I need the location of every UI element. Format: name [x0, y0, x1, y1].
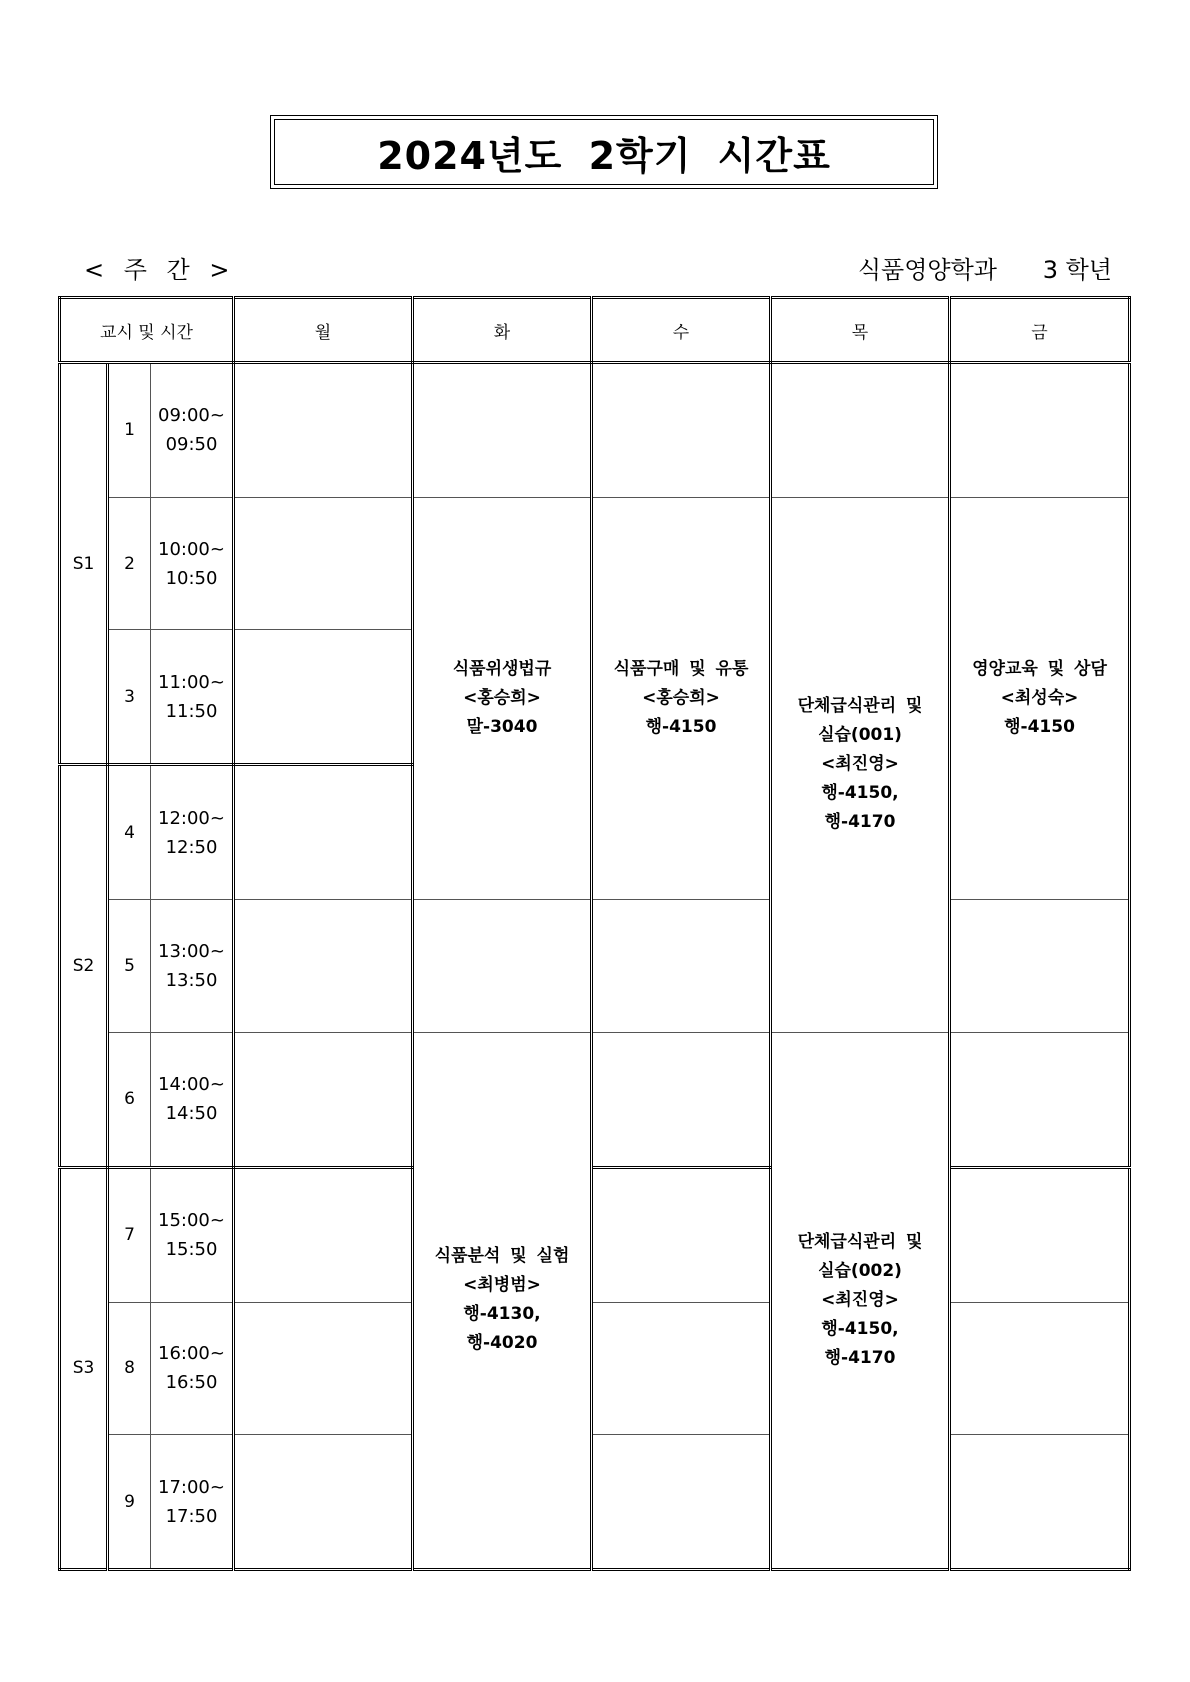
course-cell-food-purchasing[interactable] [592, 497, 771, 899]
course-room: 행-4150, [821, 783, 899, 804]
course-name: 식품위생법규 [452, 659, 552, 680]
period-row-7 [60, 1167, 1130, 1302]
course-foodservice-002 [772, 1228, 948, 1373]
course-name: 식품구매 및 유통 [613, 659, 749, 680]
period-time-5 [151, 900, 234, 1033]
period-num-5: 5 [108, 900, 151, 1033]
header-row [60, 298, 1130, 363]
time-end: 14:50 [165, 1103, 218, 1125]
period-row-9 [60, 1435, 1130, 1570]
course-name: 단체급식관리 및 [797, 696, 923, 717]
period-time-3 [151, 630, 234, 765]
course-food-analysis [414, 1242, 590, 1358]
course-cell-food-hygiene[interactable] [413, 497, 592, 899]
period-time-9 [151, 1435, 234, 1570]
cell-wed-5 [592, 900, 771, 1033]
cell-mon-4 [234, 765, 413, 900]
course-name: 식품분석 및 실험 [434, 1246, 570, 1267]
course-professor: <최병범> [463, 1275, 541, 1296]
period-num-3: 3 [108, 630, 151, 765]
cell-mon-8 [234, 1302, 413, 1435]
period-num-1: 1 [108, 363, 151, 498]
period-row-5 [60, 900, 1130, 1033]
period-num-6: 6 [108, 1032, 151, 1167]
cell-mon-5 [234, 900, 413, 1033]
cell-mon-2 [234, 497, 413, 630]
course-name: 단체급식관리 및 [797, 1231, 923, 1252]
period-time-8 [151, 1302, 234, 1435]
course-room: 행-4150, [821, 1318, 899, 1339]
period-num-2: 2 [108, 497, 151, 630]
header-day-wed: 수 [592, 298, 771, 363]
period-time-4 [151, 765, 234, 900]
course-name-line2: 실습(002) [818, 1260, 902, 1281]
department-grade [858, 250, 1112, 285]
cell-wed-9 [592, 1435, 771, 1570]
time-end: 17:50 [165, 1505, 218, 1527]
cell-mon-1 [234, 363, 413, 498]
cell-wed-8 [592, 1302, 771, 1435]
header-day-tue: 화 [413, 298, 592, 363]
course-name-line2: 실습(001) [818, 725, 902, 746]
course-food-purchasing [593, 655, 769, 742]
time-end: 11:50 [165, 700, 218, 722]
header-period-time: 교시 및 시간 [60, 298, 234, 363]
cell-fri-1 [950, 363, 1130, 498]
cell-mon-3 [234, 630, 413, 765]
course-room-line2: 행-4170 [824, 812, 896, 833]
period-row-6 [60, 1032, 1130, 1167]
cell-mon-6 [234, 1032, 413, 1167]
cell-tue-1 [413, 363, 592, 498]
grade-label: 3 학년 [1042, 256, 1112, 284]
cell-fri-5 [950, 900, 1130, 1033]
header-day-thu: 목 [771, 298, 950, 363]
timetable [58, 296, 1131, 1571]
cell-mon-7 [234, 1167, 413, 1302]
course-nutrition-edu [951, 655, 1128, 742]
time-start: 17:00~ [158, 1476, 225, 1498]
course-cell-foodservice-001[interactable] [771, 497, 950, 1032]
cell-fri-7 [950, 1167, 1130, 1302]
session-s1: S1 [60, 363, 108, 765]
cell-fri-6 [950, 1032, 1130, 1167]
course-room-line2: 행-4020 [466, 1333, 538, 1354]
time-end: 16:50 [165, 1372, 218, 1394]
course-professor: <최성숙> [1000, 688, 1079, 709]
course-professor: <홍승희> [463, 688, 541, 709]
time-start: 14:00~ [158, 1074, 225, 1096]
period-row-8 [60, 1302, 1130, 1435]
course-room: 행-4130, [463, 1304, 541, 1325]
course-room-line2: 행-4170 [824, 1347, 896, 1368]
time-start: 10:00~ [158, 538, 225, 560]
cell-mon-9 [234, 1435, 413, 1570]
period-num-8: 8 [108, 1302, 151, 1435]
period-time-6 [151, 1032, 234, 1167]
title-box [270, 115, 938, 189]
header-day-mon: 월 [234, 298, 413, 363]
department-label: 식품영양학과 [857, 256, 997, 284]
period-num-4: 4 [108, 765, 151, 900]
course-professor: <최진영> [821, 754, 899, 775]
time-end: 15:50 [165, 1239, 218, 1261]
cell-tue-5 [413, 900, 592, 1033]
time-start: 16:00~ [158, 1343, 225, 1365]
schedule-type-label: < 주 간 > [84, 256, 230, 284]
session-s2: S2 [60, 765, 108, 1167]
cell-thu-1 [771, 363, 950, 498]
period-time-7 [151, 1167, 234, 1302]
course-name: 영양교육 및 상담 [972, 659, 1107, 680]
header-day-fri: 금 [950, 298, 1130, 363]
course-cell-food-analysis[interactable] [413, 1032, 592, 1569]
time-start: 15:00~ [158, 1210, 225, 1232]
course-foodservice-001 [772, 692, 948, 837]
cell-fri-8 [950, 1302, 1130, 1435]
course-room: 행-4150 [645, 717, 717, 738]
cell-fri-9 [950, 1435, 1130, 1570]
time-end: 13:50 [165, 969, 218, 991]
period-time-2 [151, 497, 234, 630]
period-row-1 [60, 363, 1130, 498]
session-s3: S3 [60, 1167, 108, 1569]
cell-wed-7 [592, 1167, 771, 1302]
time-end: 10:50 [165, 567, 218, 589]
cell-wed-6 [592, 1032, 771, 1167]
time-end: 09:50 [165, 434, 218, 456]
time-start: 11:00~ [158, 671, 225, 693]
period-num-7: 7 [108, 1167, 151, 1302]
course-cell-foodservice-002[interactable] [771, 1032, 950, 1569]
cell-wed-1 [592, 363, 771, 498]
period-num-9: 9 [108, 1435, 151, 1570]
page-title: 2024년도 2학기 시간표 [274, 119, 934, 185]
course-room: 행-4150 [1004, 717, 1075, 738]
time-end: 12:50 [165, 836, 218, 858]
time-start: 13:00~ [158, 940, 225, 962]
course-professor: <최진영> [821, 1289, 899, 1310]
course-food-hygiene [414, 655, 590, 742]
period-time-1 [151, 363, 234, 498]
period-row-2 [60, 497, 1130, 630]
time-start: 12:00~ [158, 807, 225, 829]
course-cell-nutrition-edu[interactable] [950, 497, 1130, 899]
time-start: 09:00~ [158, 405, 225, 427]
course-room: 말-3040 [466, 717, 538, 738]
course-professor: <홍승희> [642, 688, 720, 709]
